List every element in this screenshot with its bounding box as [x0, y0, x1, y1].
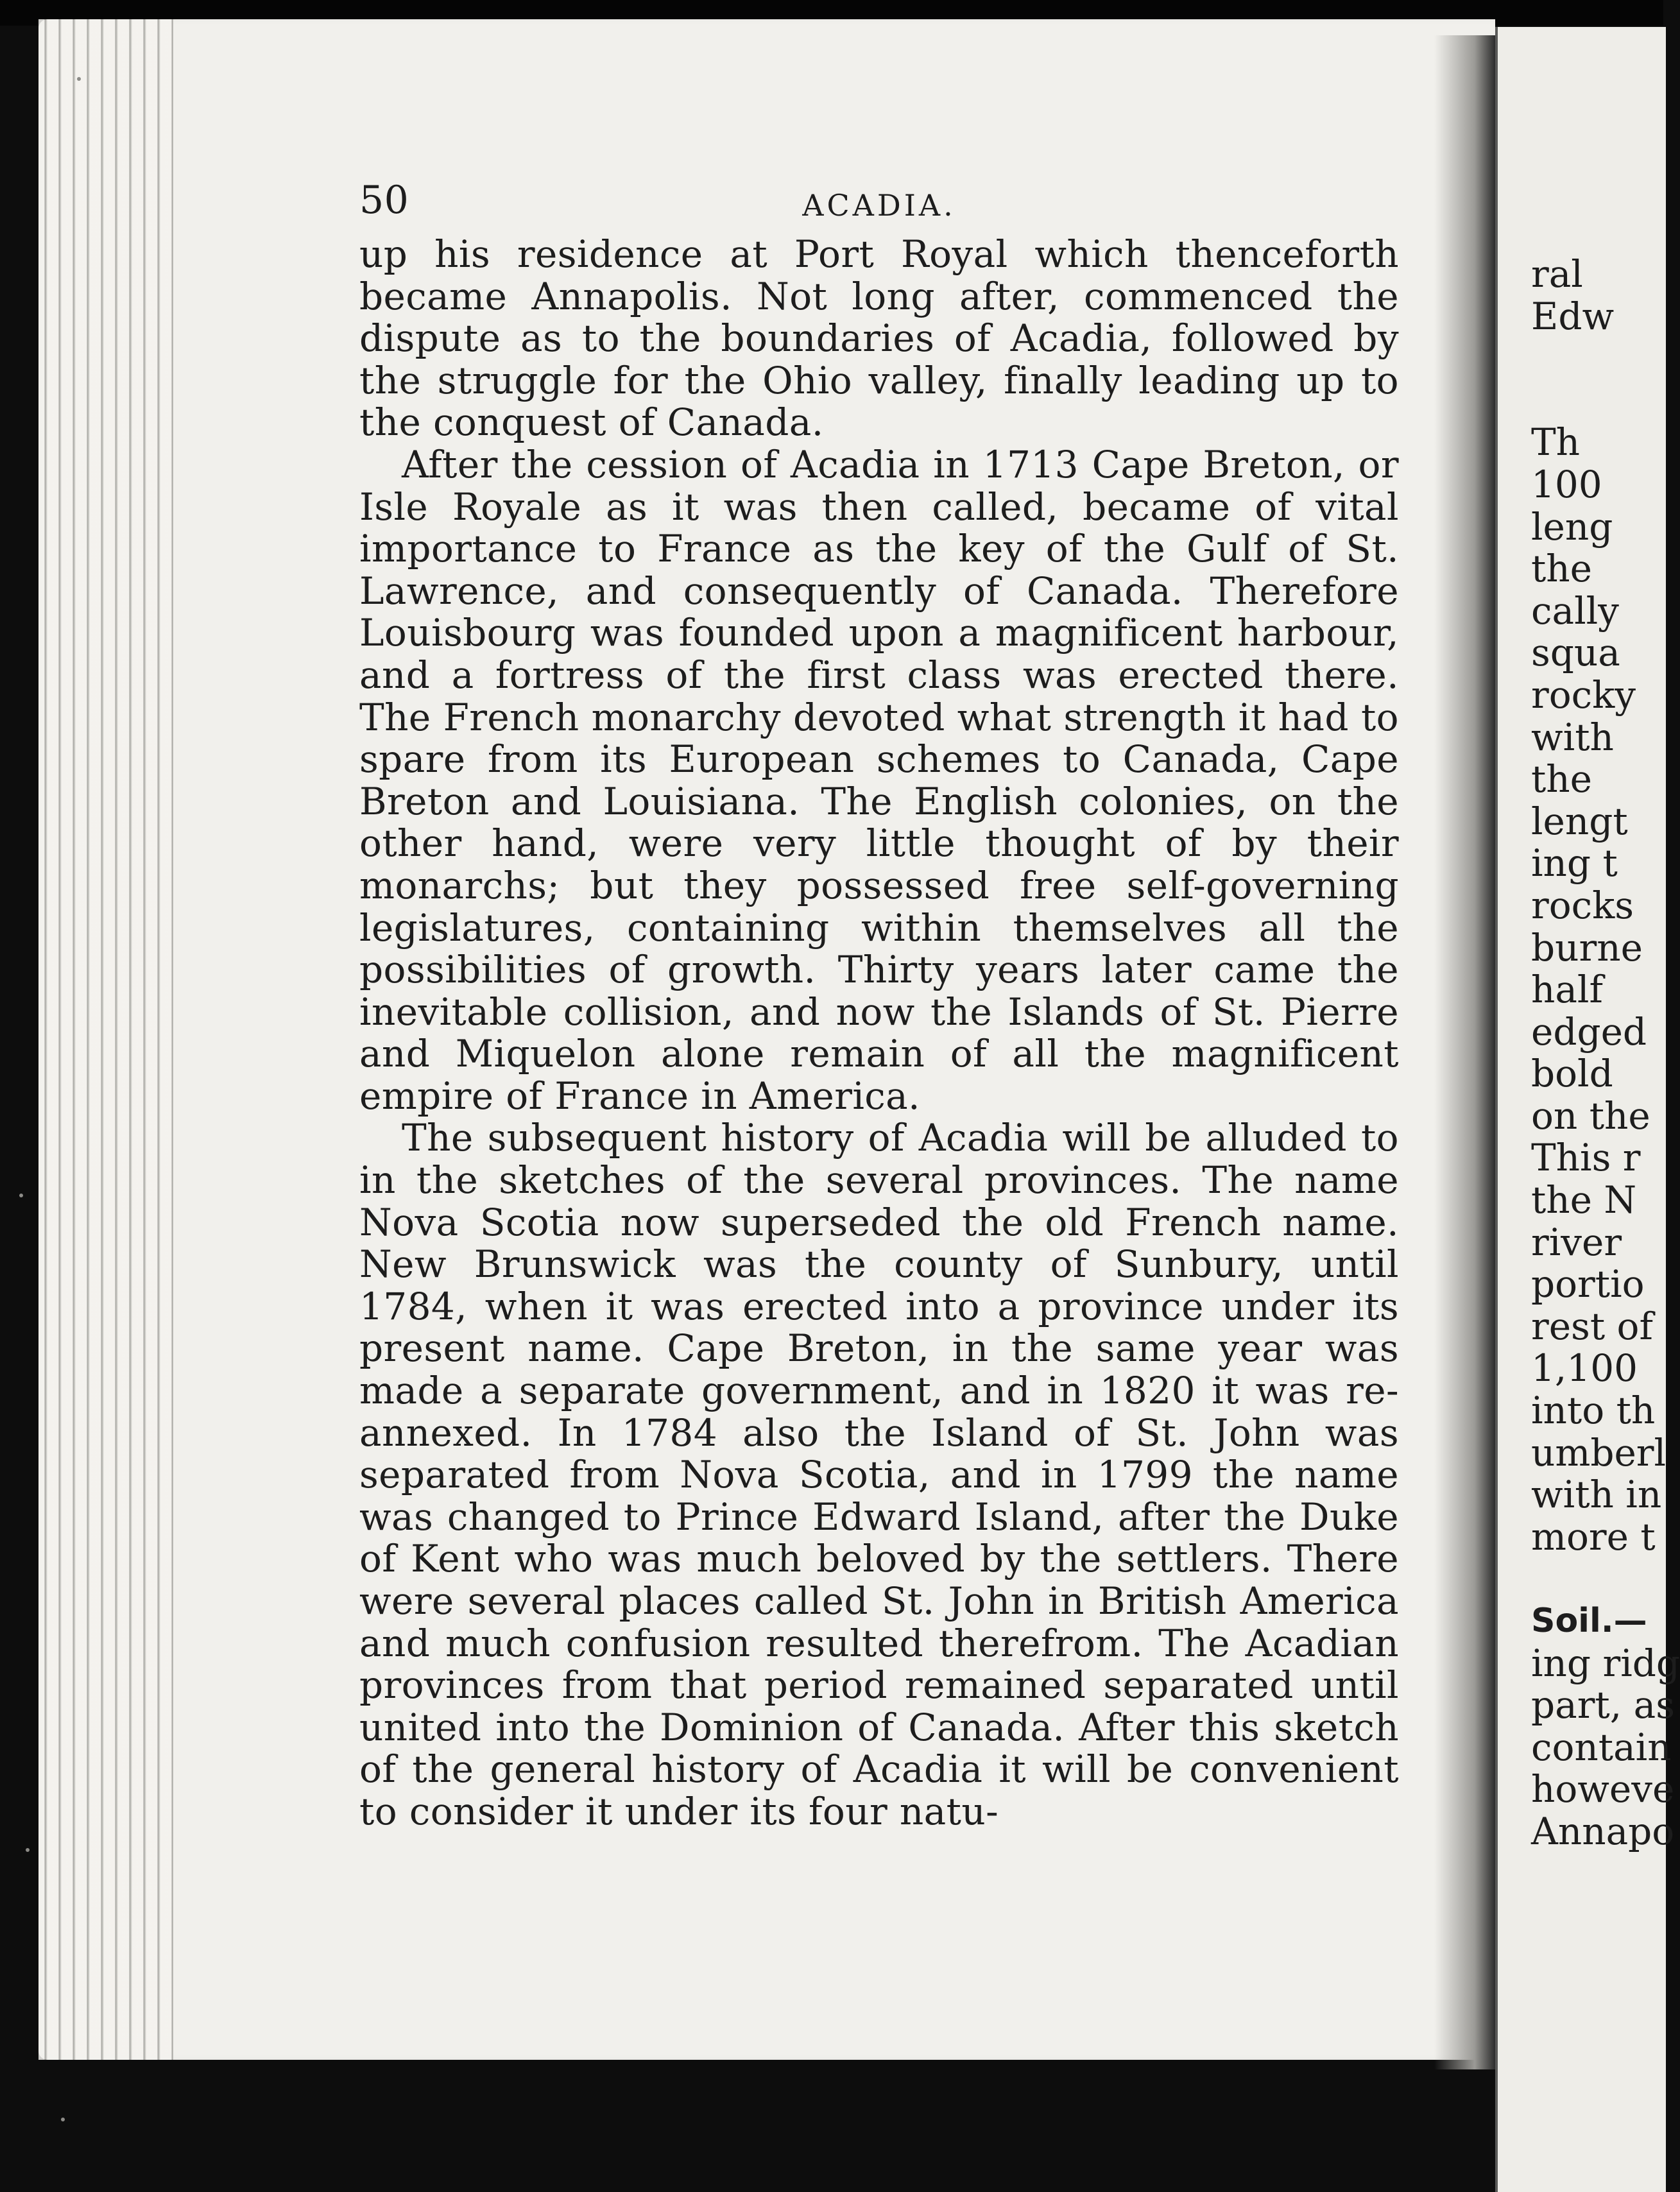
- scan-speck: [19, 1194, 23, 1197]
- facing-line: ing ridg: [1531, 1641, 1680, 1685]
- paragraph: up his residence at Port Royal which thenceforth became Annapolis. Not long after, commenced the dispute as to the boundaries of Acadia, followed by the struggle for the Ohio valley, finally leading up to the conquest of Canada.: [359, 232, 1399, 445]
- facing-line: edged: [1531, 1009, 1647, 1054]
- facing-line: burne: [1531, 925, 1643, 970]
- facing-line: Edw: [1531, 294, 1615, 338]
- scan-speck: [26, 1848, 30, 1852]
- page-edges: [39, 19, 173, 2060]
- facing-line: ral: [1531, 252, 1583, 296]
- page-text: [359, 168, 1399, 1833]
- facing-line: [1531, 338, 1679, 380]
- facing-line: umberl: [1531, 1430, 1667, 1475]
- facing-line: howeve: [1531, 1767, 1675, 1811]
- facing-line: rest of: [1531, 1304, 1653, 1348]
- facing-line: squa: [1531, 631, 1620, 675]
- page-number: 50: [359, 178, 409, 223]
- facing-line: part, as: [1531, 1683, 1675, 1727]
- facing-line: 100: [1531, 462, 1602, 506]
- facing-line: the: [1531, 547, 1592, 591]
- facing-line: contain: [1531, 1725, 1672, 1769]
- facing-line: lengt: [1531, 799, 1628, 843]
- facing-line: rocks: [1531, 883, 1634, 927]
- facing-page-text: [1531, 253, 1679, 1853]
- facing-line: ing t: [1531, 841, 1618, 886]
- facing-line: Th: [1531, 420, 1581, 465]
- facing-line: half: [1531, 968, 1603, 1012]
- facing-line: [1531, 380, 1679, 422]
- facing-line: on the: [1531, 1093, 1650, 1138]
- running-head: [359, 168, 1399, 234]
- facing-line: leng: [1531, 504, 1613, 549]
- facing-line: with: [1531, 715, 1614, 759]
- facing-line: Annapo: [1531, 1809, 1675, 1853]
- facing-line: bold: [1531, 1052, 1613, 1096]
- facing-section-heading: Soil.—: [1531, 1602, 1647, 1640]
- paragraph: After the cession of Acadia in 1713 Cape Breton, or Isle Royale as it was then called, became of vital importance to France as the key of the Gulf of St. Lawrence, and consequently of Canada. Therefore Louisbourg was founded upon a magnificent harbour, and a fortress of the first class was erected there. The French monarchy devoted what strength it had to spare from its European schemes to Canada, Cape Breton and Louisiana. The English colonies, on the other hand, were very little thought of by their monarchs; but they possessed free self-governing legislatures, containing within themselves all the possibilities of growth. Thirty years later came the inevitable collision, and now the Islands of St. Pierre and Miquelon alone remain of all the magnificent empire of France in America.: [359, 442, 1399, 1118]
- facing-line: with in: [1531, 1473, 1662, 1517]
- scan-speck: [77, 77, 81, 81]
- facing-line: cally: [1531, 588, 1619, 633]
- scan-speck: [61, 2118, 65, 2121]
- facing-line: river: [1531, 1220, 1622, 1264]
- facing-line: more t: [1531, 1514, 1656, 1559]
- facing-line: rocky: [1531, 672, 1636, 717]
- facing-line: 1,100: [1531, 1346, 1638, 1391]
- facing-line: This r: [1531, 1136, 1641, 1180]
- facing-line: portio: [1531, 1262, 1645, 1306]
- facing-line: the N: [1531, 1178, 1637, 1222]
- paragraph: The subsequent history of Acadia will be alluded to in the sketches of the several provinces. The name Nova Scotia now superseded the old French name. New Brunswick was the county of Sunbury, until 1784, when it was erected into a province under its present name. Cape Breton, in the same year was made a separate government, and in 1820 it was re-annexed. In 1784 also the Island of St. John was separated from Nova Scotia, and in 1799 the name was changed to Prince Edward Island, after the Duke of Kent who was much beloved by the settlers. There were several places called St. John in British America and much confusion resulted therefrom. The Acadian provinces from that period remained separated until united into the Dominion of Canada. After this sketch of the general history of Acadia it will be convenient to consider it under its four natu-: [359, 1116, 1399, 1833]
- facing-line: into th: [1531, 1389, 1656, 1433]
- running-head-title: ACADIA.: [802, 188, 956, 223]
- facing-line: [1531, 1558, 1679, 1600]
- facing-line: the: [1531, 757, 1592, 801]
